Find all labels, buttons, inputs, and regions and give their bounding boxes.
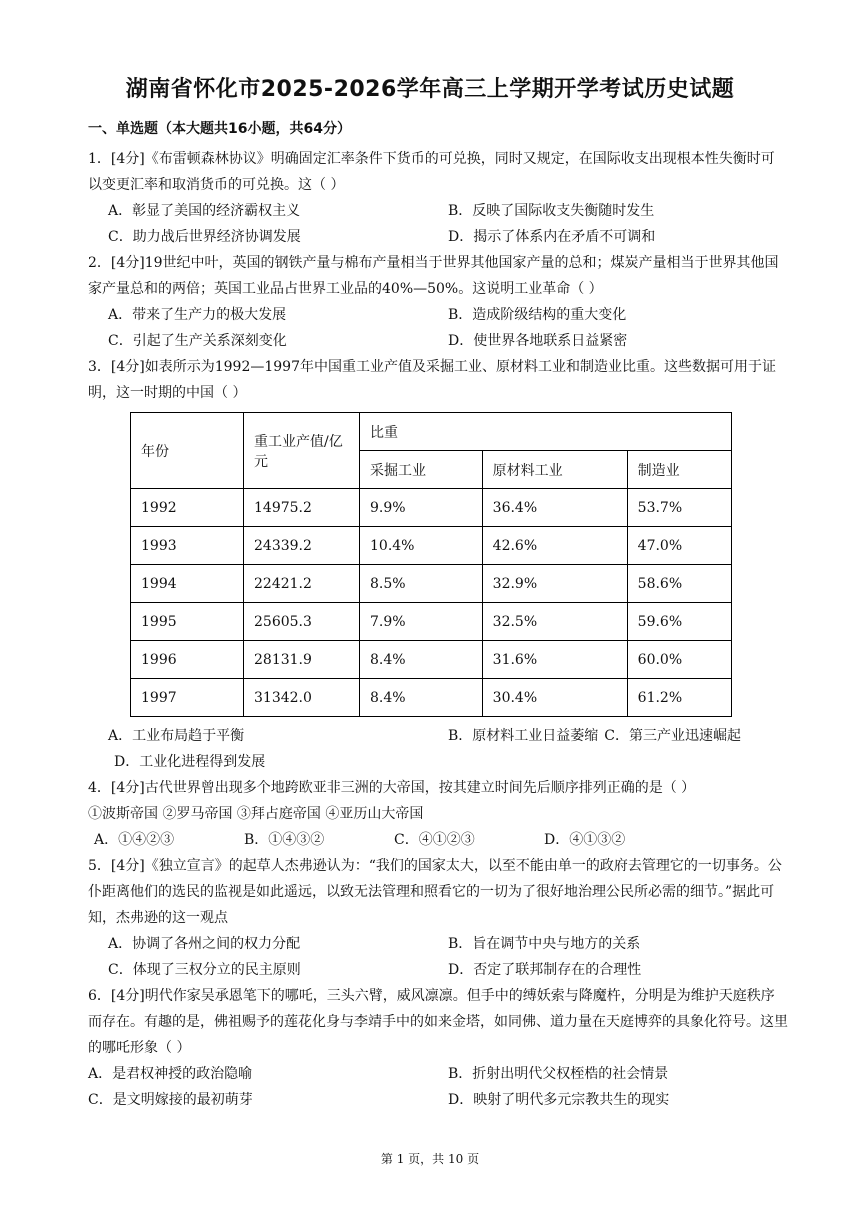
cell-year: 1994 — [131, 565, 244, 603]
q2-option-b[interactable]: B．造成阶级结构的重大变化 — [448, 307, 627, 323]
q2-option-d[interactable]: D．使世界各地联系日益紧密 — [448, 333, 628, 349]
q3-option-c[interactable]: C．第三产业迅速崛起 — [604, 728, 742, 744]
cell-mining: 8.4% — [360, 641, 483, 679]
question-list — [88, 146, 788, 1113]
question-4-stem: 4．[4分]古代世界曾出现多个地跨欧亚非三洲的大帝国，按其建立时间先后顺序排列正确的是（ ） — [88, 780, 696, 796]
question-6-stem: 6．[4分]明代作家吴承恩笔下的哪吒，三头六臂，威风凛凛。但手中的缚妖索与降魔杵，分明是为维护天庭秩序而存在。有趣的是，佛祖赐予的莲花化身与李靖手中的如来金塔，如同佛、道力量在天庭博弈的具象化符号。这里的哪吒形象（ ） — [88, 988, 788, 1056]
q4-option-c[interactable]: C．④①②③ — [394, 832, 475, 848]
cell-mfg: 60.0% — [627, 641, 731, 679]
table-header-row — [131, 413, 732, 451]
table-row — [131, 527, 732, 565]
question-2-stem: 2．[4分]19世纪中叶，英国的钢铁产量与棉布产量相当于世界其他国家产量的总和；煤炭产量相当于世界其他国家产量总和的两倍；英国工业品占世界工业品的40%—50%。这说明工业革命（ ） — [88, 255, 779, 297]
cell-mining: 9.9% — [360, 489, 483, 527]
cell-raw: 32.9% — [482, 565, 627, 603]
page-footer: 第 1 页，共 10 页 — [380, 1152, 480, 1166]
table-row — [131, 565, 732, 603]
cell-raw: 31.6% — [482, 641, 627, 679]
question-1-stem: 1．[4分]《布雷顿森林协议》明确固定汇率条件下货币的可兑换，同时又规定，在国际收支出现根本性失衡时可以变更汇率和取消货币的可兑换。这（ ） — [88, 151, 775, 193]
header-ratio: 比重 — [360, 413, 732, 451]
header-year: 年份 — [131, 413, 244, 489]
cell-year: 1995 — [131, 603, 244, 641]
q6-option-d[interactable]: D．映射了明代多元宗教共生的现实 — [448, 1092, 670, 1108]
q1-option-a[interactable]: A．彰显了美国的经济霸权主义 — [108, 203, 301, 219]
cell-value: 24339.2 — [244, 527, 360, 565]
question-2-options — [108, 302, 788, 354]
industry-data-table — [130, 412, 732, 717]
q6-option-b[interactable]: B．折射出明代父权桎梏的社会情景 — [448, 1066, 669, 1082]
table-row — [131, 603, 732, 641]
cell-year: 1993 — [131, 527, 244, 565]
q5-option-b[interactable]: B．旨在调节中央与地方的关系 — [448, 936, 641, 952]
cell-value: 31342.0 — [244, 679, 360, 717]
question-3-stem: 3．[4分]如表所示为1992—1997年中国重工业产值及采掘工业、原材料工业和制造业比重。这些数据可用于证明，这一时期的中国（ ） — [88, 359, 776, 401]
question-5-options — [108, 931, 788, 983]
header-mining: 采掘工业 — [360, 451, 483, 489]
cell-mfg: 61.2% — [627, 679, 731, 717]
cell-mfg: 53.7% — [627, 489, 731, 527]
q1-option-b[interactable]: B．反映了国际收支失衡随时发生 — [448, 203, 655, 219]
q1-option-c[interactable]: C．助力战后世界经济协调发展 — [108, 229, 301, 245]
q4-option-a[interactable]: A．①④②③ — [94, 832, 175, 848]
question-3-options — [108, 723, 788, 775]
q5-option-d[interactable]: D．否定了联邦制存在的合理性 — [448, 962, 642, 978]
q4-option-b[interactable]: B．①④③② — [244, 832, 325, 848]
cell-raw: 30.4% — [482, 679, 627, 717]
cell-value: 22421.2 — [244, 565, 360, 603]
table-row — [131, 489, 732, 527]
q5-option-c[interactable]: C．体现了三权分立的民主原则 — [108, 962, 301, 978]
cell-mfg: 47.0% — [627, 527, 731, 565]
cell-mining: 10.4% — [360, 527, 483, 565]
question-4-items: ①波斯帝国 ②罗马帝国 ③拜占庭帝国 ④亚历山大帝国 — [88, 806, 424, 822]
header-manufacturing: 制造业 — [627, 451, 731, 489]
section-heading: 一、单选题（本大题共16小题，共64分） — [88, 121, 351, 137]
cell-value: 25605.3 — [244, 603, 360, 641]
cell-mfg: 58.6% — [627, 565, 731, 603]
q6-option-c[interactable]: C．是文明嫁接的最初萌芽 — [88, 1092, 253, 1108]
q1-option-d[interactable]: D．揭示了体系内在矛盾不可调和 — [448, 229, 656, 245]
question-1-options — [108, 198, 788, 250]
q6-option-a[interactable]: A．是君权神授的政治隐喻 — [88, 1066, 253, 1082]
header-output-value: 重工业产值/亿元 — [244, 413, 360, 489]
q3-option-d[interactable]: D．工业化进程得到发展 — [114, 754, 266, 770]
q5-option-a[interactable]: A．协调了各州之间的权力分配 — [108, 936, 301, 952]
cell-year: 1992 — [131, 489, 244, 527]
cell-mining: 7.9% — [360, 603, 483, 641]
question-4-options — [94, 827, 788, 853]
q2-option-a[interactable]: A．带来了生产力的极大发展 — [108, 307, 287, 323]
cell-mfg: 59.6% — [627, 603, 731, 641]
q4-option-d[interactable]: D．④①③② — [544, 832, 626, 848]
cell-mining: 8.4% — [360, 679, 483, 717]
cell-mining: 8.5% — [360, 565, 483, 603]
cell-raw: 42.6% — [482, 527, 627, 565]
exam-title: 湖南省怀化市2025-2026学年高三上学期开学考试历史试题 — [125, 77, 735, 102]
question-5-stem: 5．[4分]《独立宣言》的起草人杰弗逊认为：“我们的国家太大，以至不能由单一的政府去管理它的一切事务。公仆距离他们的选民的监视是如此遥远，以致无法管理和照看它的一切为了很好地治理公民所必需的细节。”据此可知，杰弗逊的这一观点 — [88, 858, 782, 926]
cell-year: 1997 — [131, 679, 244, 717]
table-row — [131, 679, 732, 717]
cell-year: 1996 — [131, 641, 244, 679]
cell-value: 28131.9 — [244, 641, 360, 679]
cell-raw: 36.4% — [482, 489, 627, 527]
q3-option-a[interactable]: A．工业布局趋于平衡 — [108, 728, 245, 744]
cell-raw: 32.5% — [482, 603, 627, 641]
question-6-options — [88, 1061, 788, 1113]
table-row — [131, 641, 732, 679]
q2-option-c[interactable]: C．引起了生产关系深刻变化 — [108, 333, 287, 349]
q3-option-b[interactable]: B．原材料工业日益萎缩 — [448, 728, 599, 744]
header-raw-materials: 原材料工业 — [482, 451, 627, 489]
cell-value: 14975.2 — [244, 489, 360, 527]
